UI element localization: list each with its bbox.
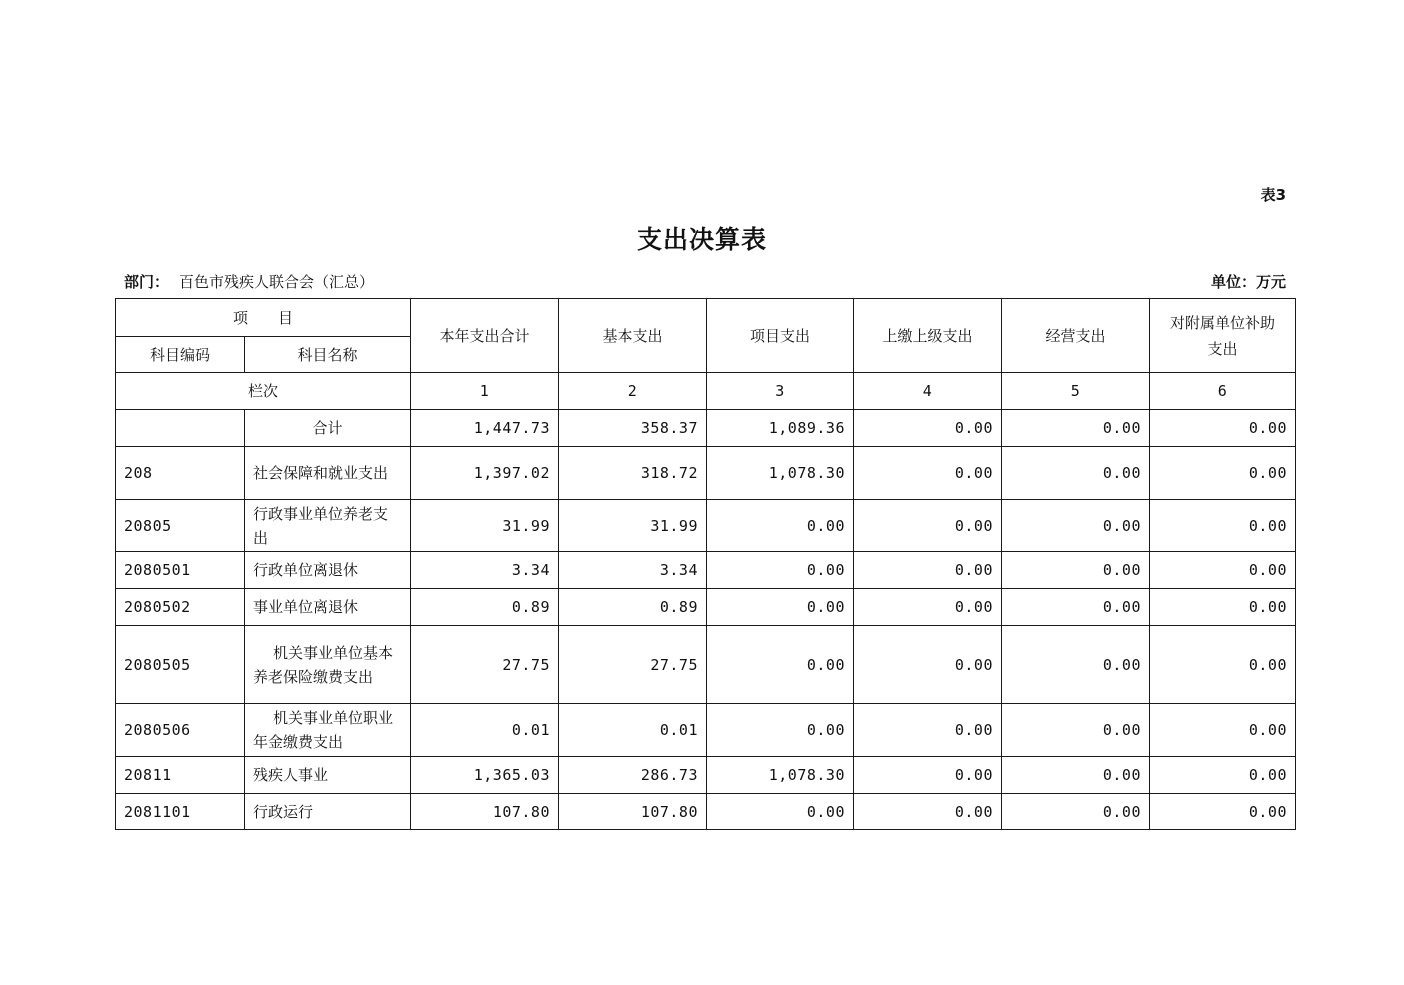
department-line bbox=[124, 271, 374, 292]
table-row bbox=[116, 500, 1296, 552]
table-row bbox=[116, 410, 1296, 447]
header-total: 本年支出合计 bbox=[411, 299, 559, 373]
row-name: 行政单位离退休 bbox=[245, 552, 411, 589]
row-name: 社会保障和就业支出 bbox=[245, 447, 411, 500]
col-num: 3 bbox=[707, 373, 854, 410]
col-num: 1 bbox=[411, 373, 559, 410]
table-number: 表3 bbox=[1260, 186, 1286, 204]
expenditure-table bbox=[115, 298, 1296, 830]
row-value: 358.37 bbox=[559, 410, 707, 447]
row-value: 0.00 bbox=[1002, 794, 1150, 830]
row-value: 0.00 bbox=[1150, 447, 1296, 500]
row-value: 0.00 bbox=[854, 757, 1002, 794]
row-value: 0.01 bbox=[411, 704, 559, 757]
header-name: 科目名称 bbox=[245, 337, 411, 373]
row-value: 0.00 bbox=[1150, 589, 1296, 626]
row-value: 0.00 bbox=[854, 704, 1002, 757]
row-code: 2080506 bbox=[116, 704, 245, 757]
col-num: 2 bbox=[559, 373, 707, 410]
row-value: 27.75 bbox=[559, 626, 707, 704]
row-value: 0.00 bbox=[707, 552, 854, 589]
row-value: 1,397.02 bbox=[411, 447, 559, 500]
row-value: 1,447.73 bbox=[411, 410, 559, 447]
row-code bbox=[116, 410, 245, 447]
row-value: 0.00 bbox=[854, 500, 1002, 552]
row-value: 3.34 bbox=[559, 552, 707, 589]
row-value: 0.00 bbox=[1150, 757, 1296, 794]
row-name: 行政事业单位养老支出 bbox=[245, 500, 411, 552]
row-value: 1,089.36 bbox=[707, 410, 854, 447]
table-row bbox=[116, 626, 1296, 704]
col-num: 4 bbox=[854, 373, 1002, 410]
row-code: 2081101 bbox=[116, 794, 245, 830]
row-value: 0.00 bbox=[854, 794, 1002, 830]
row-code: 20811 bbox=[116, 757, 245, 794]
table-row bbox=[116, 589, 1296, 626]
row-value: 31.99 bbox=[411, 500, 559, 552]
row-code: 208 bbox=[116, 447, 245, 500]
row-value: 0.00 bbox=[854, 552, 1002, 589]
header-code: 科目编码 bbox=[116, 337, 245, 373]
header-upper: 上缴上级支出 bbox=[854, 299, 1002, 373]
row-value: 107.80 bbox=[559, 794, 707, 830]
header-business: 经营支出 bbox=[1002, 299, 1150, 373]
page-title: 支出决算表 bbox=[636, 225, 767, 254]
header-project: 项目支出 bbox=[707, 299, 854, 373]
col-num: 5 bbox=[1002, 373, 1150, 410]
header-basic: 基本支出 bbox=[559, 299, 707, 373]
row-value: 1,365.03 bbox=[411, 757, 559, 794]
row-name: 残疾人事业 bbox=[245, 757, 411, 794]
row-value: 0.00 bbox=[854, 626, 1002, 704]
row-value: 0.00 bbox=[707, 626, 854, 704]
header-subsidy: 对附属单位补助支出 bbox=[1150, 299, 1296, 373]
row-value: 318.72 bbox=[559, 447, 707, 500]
row-code: 2080502 bbox=[116, 589, 245, 626]
row-value: 0.00 bbox=[1150, 500, 1296, 552]
unit-label: 单位：万元 bbox=[1210, 273, 1286, 291]
row-value: 0.00 bbox=[1002, 626, 1150, 704]
table-row bbox=[116, 447, 1296, 500]
row-value: 0.00 bbox=[1150, 552, 1296, 589]
header-col-row: 栏次 bbox=[116, 373, 411, 410]
row-value: 0.89 bbox=[411, 589, 559, 626]
row-value: 27.75 bbox=[411, 626, 559, 704]
row-value: 1,078.30 bbox=[707, 757, 854, 794]
row-code: 2080505 bbox=[116, 626, 245, 704]
row-name: 行政运行 bbox=[245, 794, 411, 830]
row-value: 286.73 bbox=[559, 757, 707, 794]
row-value: 0.00 bbox=[1002, 704, 1150, 757]
row-value: 0.00 bbox=[707, 589, 854, 626]
row-value: 0.00 bbox=[1002, 447, 1150, 500]
row-value: 0.00 bbox=[1002, 589, 1150, 626]
row-value: 0.89 bbox=[559, 589, 707, 626]
department-label: 部门： bbox=[124, 273, 170, 291]
row-value: 0.00 bbox=[1150, 410, 1296, 447]
row-value: 0.01 bbox=[559, 704, 707, 757]
row-value: 0.00 bbox=[707, 704, 854, 757]
row-value: 0.00 bbox=[1150, 704, 1296, 757]
table-row bbox=[116, 794, 1296, 830]
row-value: 0.00 bbox=[1002, 500, 1150, 552]
row-value: 31.99 bbox=[559, 500, 707, 552]
department-name: 百色市残疾人联合会（汇总） bbox=[179, 273, 375, 291]
table-row bbox=[116, 552, 1296, 589]
row-code: 2080501 bbox=[116, 552, 245, 589]
table-row bbox=[116, 757, 1296, 794]
row-value: 107.80 bbox=[411, 794, 559, 830]
table-row bbox=[116, 704, 1296, 757]
row-name: 机关事业单位基本养老保险缴费支出 bbox=[245, 626, 411, 704]
row-value: 0.00 bbox=[854, 410, 1002, 447]
row-value: 0.00 bbox=[1150, 626, 1296, 704]
row-value: 0.00 bbox=[707, 794, 854, 830]
row-name: 机关事业单位职业年金缴费支出 bbox=[245, 704, 411, 757]
row-value: 1,078.30 bbox=[707, 447, 854, 500]
row-code: 20805 bbox=[116, 500, 245, 552]
row-name: 合计 bbox=[245, 410, 411, 447]
row-value: 0.00 bbox=[854, 589, 1002, 626]
row-name: 事业单位离退休 bbox=[245, 589, 411, 626]
row-value: 3.34 bbox=[411, 552, 559, 589]
row-value: 0.00 bbox=[1150, 794, 1296, 830]
col-num: 6 bbox=[1150, 373, 1296, 410]
row-value: 0.00 bbox=[1002, 757, 1150, 794]
row-value: 0.00 bbox=[854, 447, 1002, 500]
row-value: 0.00 bbox=[1002, 410, 1150, 447]
row-value: 0.00 bbox=[1002, 552, 1150, 589]
row-value: 0.00 bbox=[707, 500, 854, 552]
header-item: 项 目 bbox=[116, 299, 411, 337]
